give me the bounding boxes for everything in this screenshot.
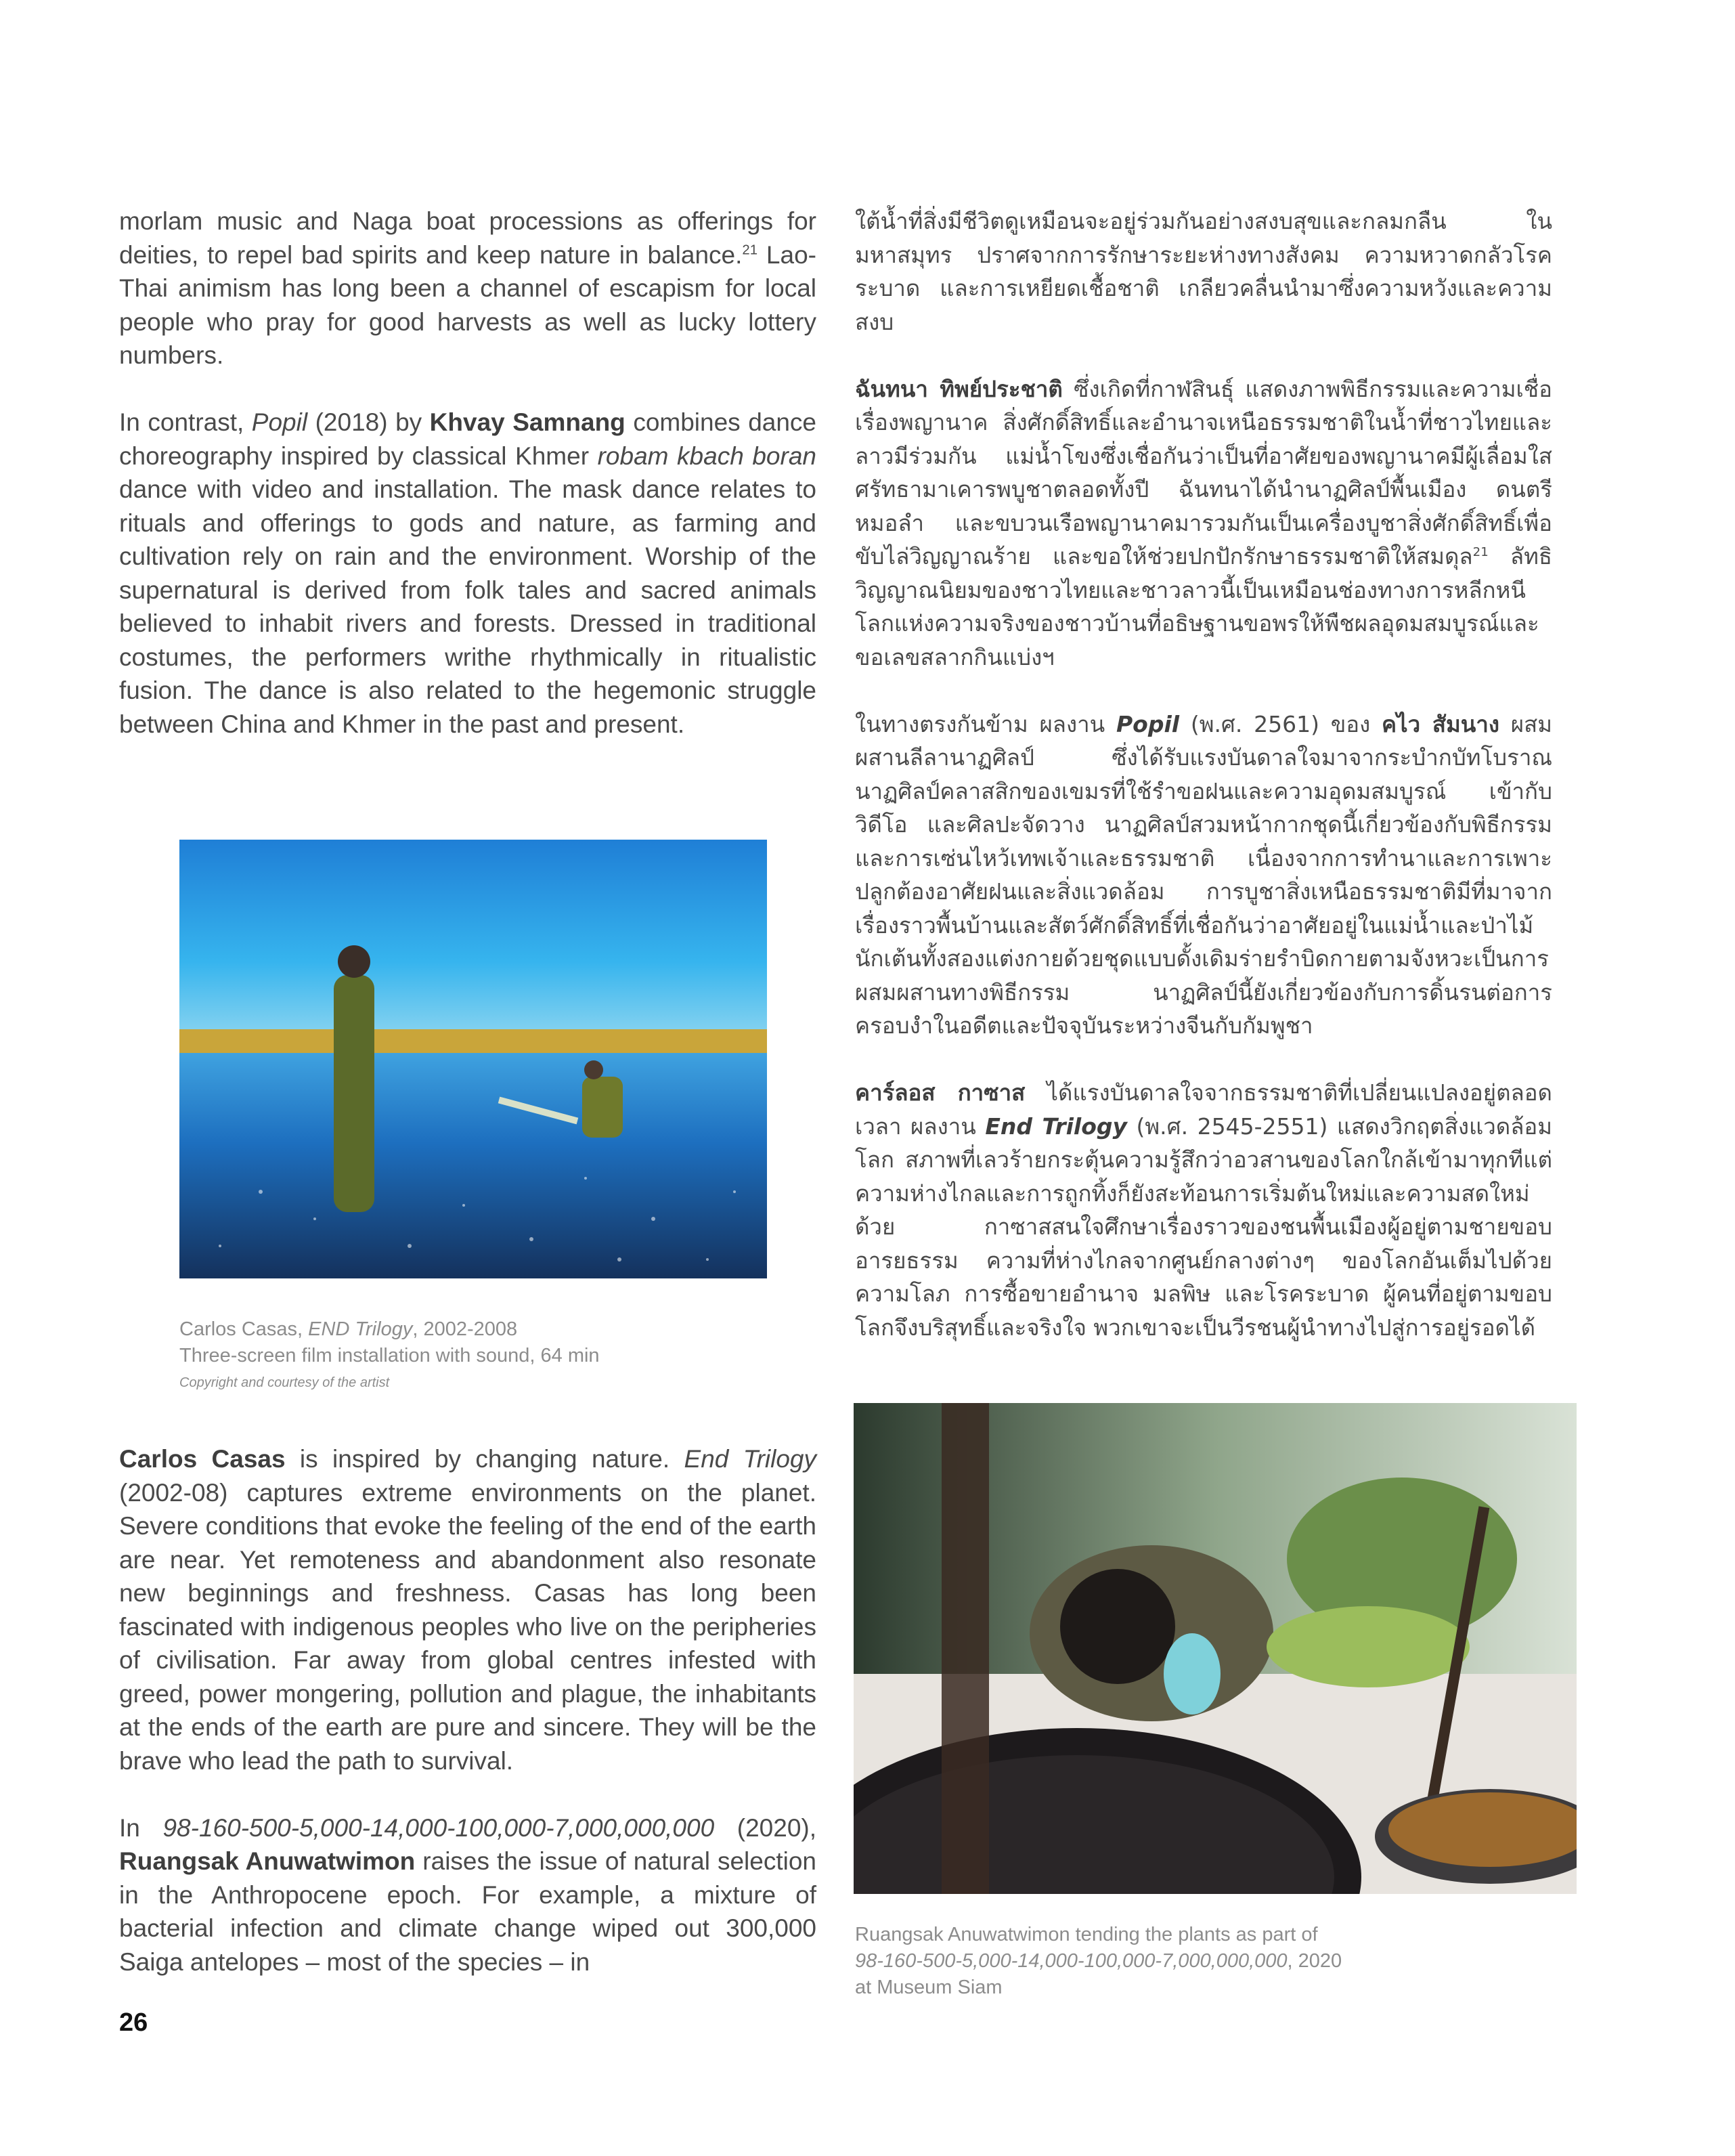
plant-tending-image bbox=[854, 1403, 1577, 1894]
page-number: 26 bbox=[119, 2008, 148, 2037]
work-title: End Trilogy bbox=[684, 1445, 817, 1473]
end-trilogy-photo bbox=[179, 840, 767, 1278]
museum-siam-photo bbox=[854, 1403, 1577, 1894]
figure2-caption: Ruangsak Anuwatwimon tending the plants as part of 98-160-500-5,000-14,000-100,000-7,000,000,000, 2020 at Museum Siam bbox=[855, 1924, 1342, 1998]
paragraph-popil: In contrast, Popil (2018) by Khvay Samnang combines dance choreography inspired by classical Khmer robam kbach boran dance with video and installation. The mask dance relates to rituals and offerings to gods and nature, as farming and cultivation rely on rain and the environment. Worship of the supernatural is derived from folk tales and sacred animals believed to inhabit rivers and forests. Dressed in traditional costumes, the performers writhe rhythmically in ritualistic fusion. The dance is also related to the hegemonic struggle between China and Khmer in the past and present. bbox=[119, 408, 816, 738]
artist-name: Khvay Samnang bbox=[429, 408, 625, 436]
artist-name: ฉันทนา ทิพย์ประชาติ bbox=[855, 375, 1063, 402]
paragraph-thai-popil: ในทางตรงกันข้าม ผลงาน Popil (พ.ศ. 2561) ของ คไว สัมนาง ผสมผสานลีลานาฏศิลป์ ซึ่งได้รับแรงบันดาลใจมาจากระบำกบัทโบราณ นาฏศิลป์คลาสสิกของเขมรที่ใช้รำขอฝนและความอุดมสมบูรณ์ เข้ากับวิดีโอ และศิลปะจัดวาง นาฏศิลป์สวมหน้ากากชุดนี้เกี่ยวข้องกับพิธีกรรมและการเซ่นไหว้เทพเจ้าและธรรมชาติ เนื่องจากการทำนาและการเพาะปลูกต้องอาศัยฝนและสิ่งแวดล้อม การบูชาสิ่งเหนือธรรมชาติมีที่มาจากเรื่องราวพื้นบ้านและสัตว์ศักดิ์สิทธิ์ที่เชื่อกันว่าอาศัยอยู่ในแม่น้ำและป่าไม้ นักเต้นทั้งสองแต่งกายด้วยชุดแบบดั้งเดิมร่ายรำบิดกายตามจังหวะเป็นการผสมผสานทางพิธีกรรม นาฏศิลป์นี้ยังเกี่ยวข้องกับการดิ้นรนต่อการครอบงำในอดีตและปัจจุบันระหว่างจีนกับกัมพูชา bbox=[855, 710, 1552, 1039]
paragraph-thai-casas: คาร์ลอส กาซาส ได้แรงบันดาลใจจากธรรมชาติที่เปลี่ยนแปลงอยู่ตลอดเวลา ผลงาน End Trilogy (พ.ศ. 2545-2551) แสดงวิกฤตสิ่งแวดล้อมโลก สภาพที่เลวร้ายกระตุ้นความรู้สึกว่าอวสานของโลกใกล้เข้ามาทุกทีแต่ความห่างไกลและการถูกทิ้งก็ยังสะท้อนการเริ่มต้นใหม่และความสดใหม่ด้วย กาซาสสนใจศึกษาเรื่องราวของชนพื้นเมืองผู้อยู่ตามชายขอบอารยธรรม ความที่ห่างไกลจากศูนย์กลางต่างๆ ของโลกอันเต็มไปด้วยความโลภ การซื้อขายอำนาจ มลพิษ และโรคระบาด ผู้คนที่อยู่ตามขอบโลกจึงบริสุทธิ์และจริงใจ พวกเขาจะเป็นวีรชนผู้นำทางไปสู่การอยู่รอดได้ bbox=[855, 1079, 1552, 1341]
artist-name: คไว สัมนาง bbox=[1381, 710, 1499, 737]
work-title: 98-160-500-5,000-14,000-100,000-7,000,000,000 bbox=[162, 1813, 715, 1842]
work-title: Popil bbox=[251, 408, 308, 436]
paragraph-casas: Carlos Casas is inspired by changing nature. End Trilogy (2002-08) captures extreme environments on the planet. Severe conditions that evoke the feeling of the end of the earth are near. Yet remoteness and abandonment also resonate new beginnings and freshness. Casas has long been fascinated with indigenous peoples who live on the peripheries of civilisation. Far away from global centres infested with greed, power mongering, pollution and plague, the inhabitants at the ends of the earth are pure and sincere. They will be the brave who lead the path to survival. bbox=[119, 1445, 817, 1775]
paragraph-anuwatwimon: In 98-160-500-5,000-14,000-100,000-7,000,000,000 (2020), Ruangsak Anuwatwimon raises the issue of natural selection in the Anthropocene epoch. For example, a mixture of bacterial infection and climate change wiped out 300,000 Saiga antelopes – most of the species – in bbox=[119, 1813, 817, 1976]
right-column-thai bbox=[855, 204, 1552, 1344]
paragraph-animism: morlam music and Naga boat processions as offerings for deities, to repel bad spirits and keep nature in balance.$^{21}$ Lao-Thai animism has long been a channel of escapism for local people who pray for good harvests as well as lucky lottery numbers. bbox=[119, 207, 816, 369]
figure1-caption: Carlos Casas, END Trilogy, 2002-2008 Three-screen film installation with sound, 64 min bbox=[179, 1318, 600, 1366]
dance-term: robam kbach boran bbox=[597, 441, 816, 470]
artist-name: คาร์ลอส กาซาส bbox=[855, 1079, 1026, 1106]
work-title: Popil bbox=[1116, 710, 1180, 737]
footnote-ref[interactable]: 21 bbox=[1472, 545, 1489, 559]
paragraph-thai-ocean: ใต้น้ำที่สิ่งมีชีวิตดูเหมือนจะอยู่ร่วมกันอย่างสงบสุขและกลมกลืน ในมหาสมุทร ปราศจากการรักษาระยะห่างทางสังคม ความหวาดกลัวโรคระบาด และการเหยียดเชื้อชาติ เกลียวคลื่นนำมาซึ่งความหวังและความสงบ bbox=[855, 208, 1552, 335]
left-column-bottom bbox=[119, 1442, 816, 1979]
artist-name: Ruangsak Anuwatwimon bbox=[119, 1847, 416, 1875]
artist-name: Carlos Casas bbox=[119, 1445, 286, 1473]
frozen-lake-image bbox=[179, 840, 767, 1278]
footnote-ref[interactable]: 21 bbox=[742, 242, 758, 258]
work-title: End Trilogy bbox=[985, 1113, 1128, 1140]
paragraph-thai-chantana: ฉันทนา ทิพย์ประชาติ ซึ่งเกิดที่กาฬสินธุ์ แสดงภาพพิธีกรรมและความเชื่อเรื่องพญานาค สิ่งศักดิ์สิทธิ์และอำนาจเหนือธรรมชาติในน้ำที่ชาวไทยและลาวมีร่วมกัน แม่น้ำโขงซึ่งเชื่อกันว่าเป็นที่อาศัยของพญานาคมีผู้เลื่อมใสศรัทธามาเคารพบูชาตลอดทั้งปี ฉันทนาได้นำนาฏศิลป์พื้นเมือง ดนตรีหมอลำ และขบวนเรือพญานาคมารวมกันเป็นเครื่องบูชาสิ่งศักดิ์สิทธิ์เพื่อขับไล่วิญญาณร้าย และขอให้ช่วยปกปักรักษาธรรมชาติให้สมดุล$^{21}$ ลัทธิวิญญาณนิยมของชาวไทยและชาวลาวนี้เป็นเหมือนช่องทางการหลีกหนีโลกแห่งความจริงของชาวบ้านที่อธิษฐานขอพรให้พืชผลอุดมสมบูรณ์และขอเลขสลากกินแบ่งฯ bbox=[855, 375, 1553, 670]
left-column-top bbox=[119, 204, 816, 741]
figure1-credit: Copyright and courtesy of the artist bbox=[179, 1375, 390, 1390]
